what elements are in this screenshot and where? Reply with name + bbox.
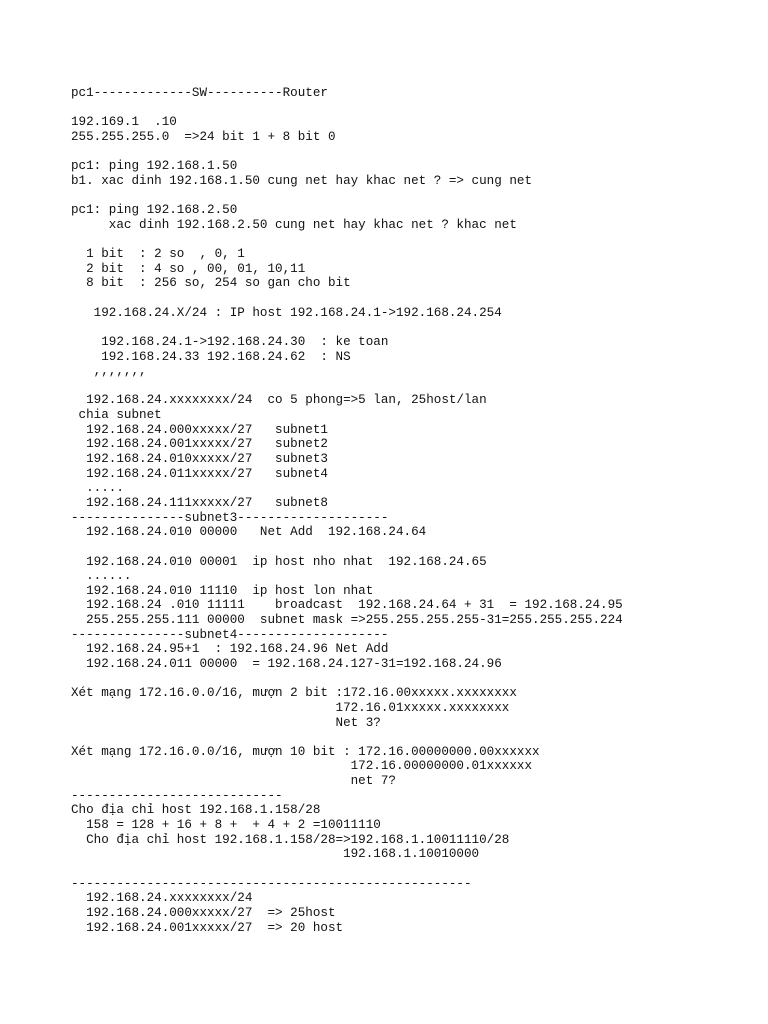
text-line: 2 bit : 4 so , 00, 01, 10,11 bbox=[71, 261, 306, 276]
section-divider: ---------------subnet4-------------------- bbox=[71, 627, 389, 642]
text-line bbox=[71, 101, 751, 116]
text-line: pc1: ping 192.168.2.50 bbox=[71, 203, 238, 218]
text-line: 8 bit : 256 so, 254 so gan cho bit bbox=[71, 276, 351, 291]
text-line: ..... bbox=[71, 481, 124, 496]
text-line: 192.168.24.010 11110 ip host lon nhat bbox=[71, 583, 374, 598]
text-line: 255.255.255.0 =>24 bit 1 + 8 bit 0 bbox=[71, 129, 336, 144]
text-line bbox=[71, 232, 751, 247]
text-line: 192.168.24.001xxxxx/27 => 20 host bbox=[71, 920, 344, 935]
text-line: 1 bit : 2 so , 0, 1 bbox=[71, 247, 245, 262]
document-text bbox=[71, 86, 751, 935]
text-line: ,,,,,,, bbox=[71, 364, 147, 379]
text-line bbox=[71, 540, 751, 555]
text-line bbox=[71, 672, 751, 687]
text-line: Cho địa chỉ host 192.168.1.158/28=>192.168.1.10011110/28 bbox=[71, 832, 510, 847]
text-line: 192.168.24.000xxxxx/27 => 25host bbox=[71, 905, 336, 920]
text-line: 192.169.1 .10 bbox=[71, 115, 177, 130]
text-line: 192.168.24.95+1 : 192.168.24.96 Net Add bbox=[71, 642, 389, 657]
text-line: xac dinh 192.168.2.50 cung net hay khac net ? khac net bbox=[71, 217, 517, 232]
text-line: net 7? bbox=[71, 774, 396, 789]
text-line: 192.168.24.33 192.168.24.62 : NS bbox=[71, 349, 351, 364]
text-line: 192.168.24.011 00000 = 192.168.24.127-31=192.168.24.96 bbox=[71, 656, 502, 671]
text-line bbox=[71, 320, 751, 335]
text-line: 192.168.24.111xxxxx/27 subnet8 bbox=[71, 495, 328, 510]
text-line bbox=[71, 862, 751, 877]
text-line: 192.168.24.xxxxxxxx/24 co 5 phong=>5 lan, 25host/lan bbox=[71, 393, 487, 408]
section-divider: ----------------------------------------------------- bbox=[71, 876, 472, 891]
text-line: 158 = 128 + 16 + 8 + + 4 + 2 =10011110 bbox=[71, 818, 381, 833]
text-line: 192.168.24 .010 11111 broadcast 192.168.24.64 + 31 = 192.168.24.95 bbox=[71, 598, 623, 613]
text-line: 192.168.24.1->192.168.24.30 : ke toan bbox=[71, 334, 389, 349]
text-line: 172.16.00000000.01xxxxxx bbox=[71, 759, 533, 774]
text-line: Net 3? bbox=[71, 715, 381, 730]
section-divider: ---------------------------- bbox=[71, 788, 283, 803]
text-line: Xét mạng 172.16.0.0/16, mượn 2 bit :172.16.00xxxxx.xxxxxxxx bbox=[71, 686, 517, 701]
text-line: pc1: ping 192.168.1.50 bbox=[71, 159, 238, 174]
text-line: b1. xac dinh 192.168.1.50 cung net hay khac net ? => cung net bbox=[71, 173, 533, 188]
text-line: 192.168.1.10010000 bbox=[71, 847, 480, 862]
text-line: Xét mạng 172.16.0.0/16, mượn 10 bit : 172.16.00000000.00xxxxxx bbox=[71, 744, 540, 759]
text-line bbox=[71, 291, 751, 306]
text-line: 192.168.24.001xxxxx/27 subnet2 bbox=[71, 437, 328, 452]
text-line: chia subnet bbox=[71, 408, 162, 423]
text-line: 172.16.01xxxxx.xxxxxxxx bbox=[71, 700, 510, 715]
text-line: 255.255.255.111 00000 subnet mask =>255.255.255.255-31=255.255.255.224 bbox=[71, 613, 623, 628]
text-line bbox=[71, 188, 751, 203]
text-line bbox=[71, 379, 751, 394]
text-line: 192.168.24.000xxxxx/27 subnet1 bbox=[71, 422, 328, 437]
text-line: pc1-------------SW----------Router bbox=[71, 86, 328, 100]
text-line: ...... bbox=[71, 569, 132, 584]
text-line: 192.168.24.010 00000 Net Add 192.168.24.64 bbox=[71, 525, 427, 540]
section-divider: ---------------subnet3-------------------- bbox=[71, 510, 389, 525]
text-line: 192.168.24.X/24 : IP host 192.168.24.1->192.168.24.254 bbox=[71, 305, 502, 320]
text-line: Cho địa chỉ host 192.168.1.158/28 bbox=[71, 803, 321, 818]
text-line: 192.168.24.011xxxxx/27 subnet4 bbox=[71, 466, 328, 481]
text-line: 192.168.24.010xxxxx/27 subnet3 bbox=[71, 452, 328, 467]
text-line bbox=[71, 730, 751, 745]
text-line: 192.168.24.010 00001 ip host nho nhat 192.168.24.65 bbox=[71, 554, 487, 569]
text-line: 192.168.24.xxxxxxxx/24 bbox=[71, 891, 253, 906]
text-line bbox=[71, 145, 751, 160]
